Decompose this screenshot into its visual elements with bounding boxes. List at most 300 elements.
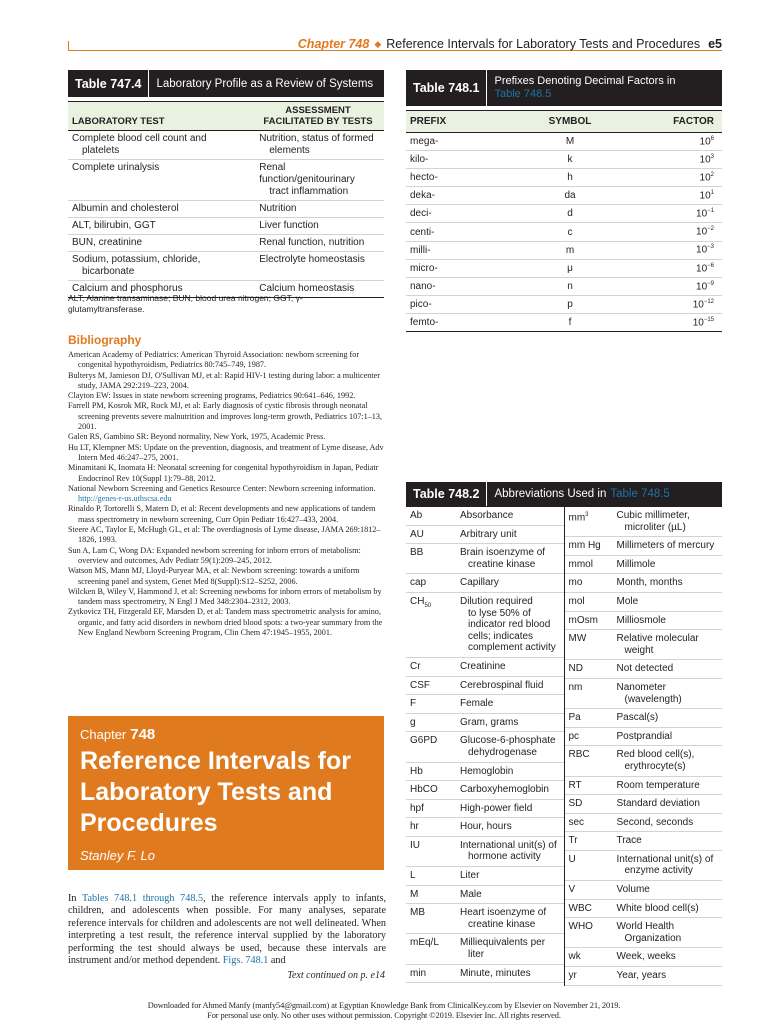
- table-title-bar: [406, 70, 722, 106]
- definition-line: liter: [468, 949, 485, 961]
- definition-cell: [458, 837, 564, 866]
- abbreviation-row: [565, 574, 723, 593]
- symbol-cell: da: [564, 190, 576, 202]
- factor-base: 10: [699, 172, 711, 184]
- factor-exponent: −15: [703, 316, 714, 323]
- abbreviation-cell: nm: [568, 681, 583, 693]
- definition-cell: [458, 904, 564, 933]
- download-footer: [0, 1001, 768, 1021]
- table-title: Prefixes Denoting Decimal Factors in Table 748.5: [494, 75, 676, 100]
- abbreviation-cell: Cr: [410, 660, 421, 672]
- table-row: [406, 260, 722, 278]
- definition-line: International unit(s) of: [460, 839, 557, 851]
- bibliography-entry: Wilcken B, Wiley V, Hammond J, et al: Screening newborns for inborn errors of metabolism by tandem mass spectrometry, N Engl J Med 348:2304–2312, 2003.: [68, 586, 382, 607]
- abbreviation-row: [565, 728, 723, 747]
- definition-line: cells; indicates: [468, 630, 534, 642]
- prefix-cell: centi-: [410, 226, 435, 238]
- definition-line: Male: [460, 888, 482, 900]
- abbreviation-cell: AU: [410, 528, 424, 540]
- bibliography-entry: Steere AC, Taylor E, McHugh GL, et al: The overdiagnosis of Lyme disease, JAMA 269:1812–1826, 1993.: [68, 525, 381, 545]
- definition-line: Cerebrospinal fluid: [460, 679, 544, 691]
- symbol-cell: c: [567, 226, 573, 238]
- abbreviation-row: [565, 556, 723, 575]
- abbreviation-row: [406, 886, 564, 905]
- definition-line: complement activity: [468, 642, 556, 654]
- definition-cell: [615, 832, 723, 850]
- abbreviation-row: [565, 948, 723, 967]
- bibliography-entry: Clayton EW: Issues in state newborn screening programs, Pediatrics 90:641–646, 1992.: [68, 391, 356, 401]
- abbreviation-cell: WHO: [568, 921, 593, 933]
- definition-line: creatine kinase: [468, 558, 536, 570]
- abbreviation-row: [565, 795, 723, 814]
- abbreviation-cell: IU: [410, 839, 420, 851]
- abbreviation-row: [565, 630, 723, 660]
- definition-line: Pascal(s): [616, 712, 659, 724]
- definition-cell: [615, 795, 723, 813]
- bibliography-entry: Farrell PM, Kosrok MR, Rock MJ, et al: Early diagnosis of cystic fibrosis through neonatal screening prevents severe malnutrition and improves long-term growth, Pediatrics 107:1–13, 2001.: [68, 401, 383, 432]
- abbreviation-cell: RBC: [568, 749, 590, 761]
- abbreviation-row: [565, 832, 723, 851]
- factor-cell: [620, 281, 722, 292]
- definition-line: Carboxyhemoglobin: [460, 784, 549, 796]
- assessment-line: Nutrition, status of formed: [259, 133, 374, 144]
- definition-line: High-power field: [460, 802, 533, 814]
- abbreviation-row: [406, 781, 564, 800]
- abbreviation-column-right: [565, 507, 723, 986]
- table-748-2: [406, 482, 722, 986]
- abbreviation-row: [565, 593, 723, 612]
- definition-line: Milliequivalents per: [460, 937, 546, 949]
- definition-cell: [615, 851, 723, 880]
- table-title: Abbreviations Used in Table 748.5: [494, 488, 670, 500]
- table-title: Laboratory Profile as a Review of Systems: [156, 77, 374, 90]
- prefix-cell: femto-: [410, 316, 439, 328]
- definition-line: creatine kinase: [468, 918, 536, 930]
- factor-cell: [620, 244, 722, 255]
- factor-cell: [620, 317, 722, 328]
- definition-line: (wavelength): [624, 693, 682, 705]
- abbreviation-cell: mEq/L: [410, 937, 439, 949]
- prefix-cell: kilo-: [410, 154, 429, 166]
- factor-cell: [620, 226, 722, 237]
- definition-cell: [458, 800, 564, 818]
- definition-cell: [615, 948, 723, 966]
- abbreviation-cell: ND: [568, 663, 583, 675]
- abbreviation-subscript: 50: [424, 602, 432, 609]
- definition-cell: [615, 881, 723, 899]
- table-row: [406, 223, 722, 241]
- abbreviation-row: [406, 695, 564, 714]
- lab-test-line: Complete urinalysis: [72, 162, 160, 173]
- chapter-title-box: [68, 716, 384, 870]
- symbol-cell: k: [567, 154, 573, 166]
- symbol-cell: d: [567, 208, 573, 220]
- table-row: [406, 314, 722, 332]
- abbreviation-row: [406, 934, 564, 964]
- factor-exponent: 3: [710, 153, 714, 160]
- lab-test-cell: [68, 218, 255, 234]
- abbreviation-cell: hpf: [410, 802, 424, 814]
- abbreviation-row: [565, 746, 723, 776]
- definition-line: Absorbance: [460, 510, 514, 521]
- definition-line: Nanometer: [616, 681, 666, 693]
- bibliography-entry: Rinaldo P, Tortorelli S, Matern D, et al: Recent developments and new applications of tandem mass spectrometry in newborn screening, Curr Opin Pediatr 16:427–433, 2004.: [68, 504, 376, 524]
- table-row: [68, 160, 384, 201]
- abbreviation-row: [406, 965, 564, 984]
- factor-base: 10: [692, 299, 704, 311]
- abbreviation-row: [406, 904, 564, 934]
- abbreviation-cell: Ab: [410, 510, 423, 521]
- abbreviation-cell: RT: [568, 779, 582, 791]
- definition-line: Red blood cell(s),: [616, 749, 695, 761]
- factor-cell: [620, 154, 722, 165]
- assessment-line: Liver function: [259, 220, 319, 231]
- abbreviation-cell: hr: [410, 821, 419, 833]
- chapter-label: Chapter 748: [80, 726, 156, 743]
- definition-line: Relative molecular: [616, 633, 699, 645]
- abbreviation-cell: MW: [568, 633, 587, 645]
- bibliography-list: [68, 350, 386, 638]
- definition-line: Postprandial: [616, 730, 673, 742]
- definition-line: Week, weeks: [616, 951, 676, 963]
- factor-base: 10: [699, 190, 711, 202]
- definition-line: Organization: [624, 932, 682, 944]
- prefix-cell: nano-: [410, 280, 436, 292]
- definition-cell: [615, 746, 723, 775]
- tables-link[interactable]: Tables 748.1 through 748.5: [82, 893, 204, 904]
- table-row: [406, 296, 722, 314]
- bibliography-entry: Bulterys M, Jamieson DJ, O'Sullivan MJ, et al: Rapid HIV-1 testing during labor: a multicenter study, JAMA 292:219–223, 2004.: [68, 370, 381, 390]
- table-row: [406, 205, 722, 223]
- definition-cell: [458, 867, 564, 885]
- table-row: [406, 169, 722, 187]
- abbreviation-cell: mo: [568, 577, 583, 589]
- prefix-cell: milli-: [410, 244, 431, 256]
- intro-paragraph: In Tables 748.1 through 748.5, the reference intervals apply to infants, children, and adolescents when possible. For many analyses, separate reference intervals for children and adolescents are not well delineated. When interpreting a test result, the reference interval supplied by the laboratory performing the test should always be used, because these intervals are instrument and/or method dependent. Figs. 748.1 and: [68, 893, 386, 967]
- factor-cell: [620, 208, 722, 219]
- assessment-line: elements: [269, 145, 310, 156]
- table-footnote: ALT, Alanine transaminase; BUN, blood urea nitrogen; GGT, γ-glutamyltransferase.: [68, 293, 303, 314]
- table-row: [406, 151, 722, 169]
- factor-exponent: −3: [707, 244, 714, 251]
- abbreviation-cell: L: [410, 870, 416, 882]
- abbreviation-row: [565, 679, 723, 709]
- chapter-title: Reference Intervals for Laboratory Tests and Procedures: [80, 747, 351, 837]
- lab-test-cell: [68, 201, 255, 217]
- definition-cell: [458, 544, 564, 573]
- definition-line: Capillary: [460, 577, 499, 589]
- factor-base: 10: [692, 317, 704, 329]
- abbreviation-row: [406, 714, 564, 733]
- definition-cell: [458, 818, 564, 836]
- definition-line: indicator red blood: [468, 619, 551, 631]
- abbreviation-row: [406, 867, 564, 886]
- continued-note: Text continued on p. e14: [287, 970, 385, 981]
- bibliography-link[interactable]: http://genes-r-us.uthscsa.edu: [78, 494, 172, 504]
- definition-line: Year, years: [616, 970, 667, 982]
- bibliography-entry: Sun A, Lam C, Wong DA: Expanded newborn screening for inborn errors of metabolism: overview and outcomes, Adv Pediatr 59(1):209–245, 2012.: [68, 545, 361, 565]
- factor-exponent: 6: [710, 135, 714, 142]
- factor-exponent: −12: [703, 298, 714, 305]
- table-number: Table 748.2: [406, 482, 487, 506]
- abbreviation-cell: mmol: [568, 558, 593, 570]
- definition-cell: [615, 728, 723, 746]
- figure-link[interactable]: Figs. 748.1: [222, 955, 269, 967]
- abbreviation-row: [406, 574, 564, 593]
- definition-line: erythrocyte(s): [624, 760, 686, 772]
- abbreviation-row: [406, 800, 564, 819]
- factor-cell: [620, 136, 722, 147]
- abbreviation-cell: cap: [410, 577, 427, 589]
- lab-test-cell: [68, 160, 255, 200]
- definition-cell: [615, 574, 723, 592]
- symbol-cell: h: [567, 172, 573, 184]
- definition-line: Not detected: [616, 663, 674, 675]
- definition-cell: [615, 918, 723, 947]
- lab-test-line: Calcium and phosphorus: [72, 283, 183, 294]
- definition-cell: [458, 781, 564, 799]
- lab-test-line: ALT, bilirubin, GGT: [72, 220, 156, 231]
- assessment-line: tract inflammation: [269, 186, 349, 197]
- definition-cell: [458, 965, 564, 983]
- factor-exponent: −6: [707, 262, 714, 269]
- definition-line: Volume: [616, 884, 650, 896]
- abbreviation-row: [406, 593, 564, 658]
- definition-line: Female: [460, 698, 494, 710]
- abbreviation-cell: mm Hg: [568, 540, 601, 552]
- abbreviation-row: [406, 507, 564, 526]
- definition-line: dehydrogenase: [468, 746, 537, 758]
- factor-base: 10: [696, 226, 708, 238]
- assessment-line: Calcium homeostasis: [259, 283, 355, 294]
- table-748-1: [406, 70, 722, 332]
- prefix-cell: hecto-: [410, 172, 438, 184]
- definition-cell: [458, 658, 564, 676]
- definition-cell: [458, 934, 564, 963]
- column-header-prefix: PREFIX: [410, 116, 447, 127]
- bibliography-entry: National Newborn Screening and Genetics Resource Center: Newborn screening information. http://genes-r-us.uthscsa.edu: [68, 483, 376, 504]
- definition-line: Standard deviation: [616, 798, 700, 810]
- abbreviation-cell: $CH_{50}$: [410, 595, 432, 609]
- running-header: [298, 37, 722, 51]
- table-row: [406, 187, 722, 205]
- definition-line: weight: [624, 644, 654, 656]
- abbreviation-cell: sec: [568, 816, 585, 828]
- abbreviation-cell: V: [568, 884, 576, 896]
- abbreviation-cell: yr: [568, 970, 577, 982]
- table-row: [68, 131, 384, 160]
- abbreviation-row: [565, 612, 723, 631]
- definition-cell: [615, 630, 723, 659]
- table-title-link[interactable]: Table 748.5: [610, 488, 670, 500]
- definition-line: to lyse 50% of: [468, 607, 531, 619]
- definition-line: Creatinine: [460, 660, 506, 672]
- abbreviation-cell: HbCO: [410, 784, 438, 796]
- factor-base: 10: [696, 262, 708, 274]
- definition-cell: [615, 814, 723, 832]
- definition-line: Hour, hours: [460, 821, 512, 833]
- factor-cell: [620, 172, 722, 183]
- abbreviation-cell: $mm^3$: [568, 512, 589, 524]
- definition-cell: [458, 677, 564, 695]
- definition-line: Room temperature: [616, 779, 700, 791]
- column-header-assessment: ASSESSMENT FACILITATED BY TESTS: [263, 105, 373, 127]
- abbreviation-column-left: [406, 507, 565, 986]
- definition-cell: [458, 732, 564, 761]
- table-number: Table 748.1: [406, 70, 487, 106]
- lab-test-line: platelets: [82, 145, 120, 156]
- column-header-test: LABORATORY TEST: [72, 116, 165, 127]
- definition-cell: [615, 537, 723, 555]
- factor-exponent: −9: [707, 280, 714, 287]
- lab-test-cell: [68, 235, 255, 251]
- bibliography-heading: Bibliography: [68, 333, 142, 347]
- symbol-cell: p: [567, 298, 573, 310]
- assessment-cell: [255, 252, 384, 280]
- definition-cell: [458, 695, 564, 713]
- definition-line: International unit(s) of: [616, 853, 714, 865]
- definition-cell: [458, 763, 564, 781]
- header-chapter: Chapter 748: [297, 37, 370, 51]
- abbreviation-cell: BB: [410, 547, 424, 559]
- definition-cell: [458, 714, 564, 732]
- definition-cell: [615, 593, 723, 611]
- abbreviation-cell: Tr: [568, 835, 578, 847]
- table-row: [406, 242, 722, 260]
- abbreviation-row: [565, 918, 723, 948]
- factor-cell: [620, 190, 722, 201]
- abbreviation-row: [565, 851, 723, 881]
- definition-cell: [615, 900, 723, 918]
- bibliography-entry: Minamitani K, Inomata H: Neonatal screening for congenital hypothyroidism in Japan, Pediatr Endocrinol Rev 10(Suppl 1):79–88, 2012.: [68, 463, 379, 483]
- definition-line: Cubic millimeter,: [616, 510, 690, 521]
- definition-line: Glucose-6-phosphate: [460, 735, 556, 747]
- abbreviation-row: [565, 967, 723, 986]
- assessment-cell: [255, 218, 384, 234]
- table-title-bar: [68, 70, 384, 97]
- abbreviation-row: [406, 837, 564, 867]
- abbreviation-cell: mOsm: [568, 614, 598, 626]
- lab-test-line: Sodium, potassium, chloride,: [72, 254, 201, 265]
- bibliography-entry: Hu LT, Klempner MS: Update on the prevention, diagnosis, and treatment of Lyme disease, Adv Intern Med 46:247–275, 2001.: [68, 442, 384, 462]
- definition-cell: [615, 679, 723, 708]
- assessment-line: Electrolyte homeostasis: [259, 254, 365, 265]
- definition-cell: [458, 526, 564, 544]
- abbreviation-row: [565, 507, 723, 537]
- column-header-symbol: SYMBOL: [548, 116, 592, 127]
- abbreviation-cell: CSF: [410, 679, 430, 691]
- abbreviation-cell: WBC: [568, 902, 592, 914]
- abbreviation-cell: G6PD: [410, 735, 438, 747]
- definition-cell: [458, 593, 564, 657]
- bibliography-entry: Zytkovicz TH, Fitzgerald EF, Marsden D, et al: Tandem mass spectrometric analysis for amino, organic, and fatty acid disorders in newborn dried blood spots: a two-year summary from the New England Newborn Screening Program, Clin Chem 47:1945–1955, 2001.: [68, 607, 383, 638]
- definition-line: Liter: [460, 870, 480, 882]
- table-title-link[interactable]: Table 748.5: [494, 88, 552, 100]
- definition-cell: [615, 777, 723, 795]
- table-title-bar: [406, 482, 722, 506]
- symbol-cell: m: [565, 244, 575, 256]
- factor-base: 10: [696, 244, 708, 256]
- definition-line: Millimole: [616, 558, 656, 570]
- abbreviation-row: [406, 677, 564, 696]
- table-747-4: [68, 70, 384, 298]
- abbreviation-cell: U: [568, 853, 576, 865]
- definition-line: White blood cell(s): [616, 902, 699, 914]
- factor-exponent: −2: [707, 226, 714, 233]
- page-number: e5: [708, 37, 722, 51]
- assessment-cell: [255, 160, 384, 200]
- prefix-cell: mega-: [410, 136, 439, 148]
- abbreviation-cell: mol: [568, 595, 585, 607]
- definition-cell: [458, 507, 564, 525]
- definition-cell: [458, 886, 564, 904]
- factor-exponent: 2: [710, 172, 714, 179]
- abbreviation-cell: SD: [568, 798, 583, 810]
- definition-cell: [615, 556, 723, 574]
- definition-cell: [458, 574, 564, 592]
- definition-line: Dilution required: [460, 595, 533, 607]
- table-number: Table 747.4: [68, 70, 149, 97]
- definition-line: Second, seconds: [616, 816, 694, 828]
- abbreviation-row: [565, 814, 723, 833]
- assessment-cell: [255, 131, 384, 159]
- definition-line: hormone activity: [468, 851, 541, 863]
- abbreviation-row: [565, 709, 723, 728]
- definition-line: enzyme activity: [624, 865, 693, 877]
- lab-test-line: bicarbonate: [82, 266, 135, 277]
- prefix-cell: deci-: [410, 208, 432, 220]
- table-header-row: [68, 101, 384, 131]
- abbreviation-cell: g: [410, 716, 416, 728]
- factor-cell: [620, 263, 722, 274]
- table-row: [68, 235, 384, 252]
- bibliography-entry: Galen RS, Gambino SR: Beyond normality, New York, 1975, Academic Press.: [68, 432, 326, 442]
- header-title: Reference Intervals for Laboratory Tests and Procedures: [386, 37, 701, 51]
- bibliography-entry: Watson MS, Mann MJ, Lloyd-Puryear MA, et al: Newborn screening: towards a uniform screening panel and system, Genet Med 8(Suppl):S12–S252, 2006.: [68, 566, 360, 586]
- definition-line: Heart isoenzyme of: [460, 907, 547, 919]
- definition-line: Arbitrary unit: [460, 528, 517, 540]
- diamond-icon: ◆: [374, 39, 382, 49]
- abbreviation-cell: Pa: [568, 712, 581, 724]
- table-header-row: [406, 110, 722, 133]
- prefix-cell: micro-: [410, 262, 438, 274]
- column-header-factor: FACTOR: [673, 116, 714, 127]
- lab-test-cell: [68, 131, 255, 159]
- lab-test-cell: [68, 252, 255, 280]
- assessment-line: Renal function/genitourinary: [259, 162, 355, 185]
- definition-line: Milliosmole: [616, 614, 666, 626]
- abbreviation-cell: M: [410, 888, 419, 900]
- bibliography-entry: American Academy of Pediatrics: American Thyroid Association: newborn screening for congenital hypothyroidism, Pediatrics 80:745–749, 1987.: [68, 350, 360, 370]
- factor-base: 10: [699, 136, 711, 148]
- symbol-cell: f: [568, 316, 572, 328]
- abbreviation-row: [565, 777, 723, 796]
- abbreviation-row: [565, 881, 723, 900]
- symbol-cell: n: [567, 280, 573, 292]
- footer-line-1: Downloaded for Ahmed Manfy (manfy54@gmail.com) at Egyptian Knowledge Bank from ClinicalKey.com by Elsevier on November 21, 2019.: [147, 1001, 621, 1010]
- abbreviation-row: [406, 763, 564, 782]
- assessment-line: Renal function, nutrition: [259, 237, 365, 248]
- abbreviation-cell: F: [410, 698, 417, 710]
- factor-base: 10: [696, 280, 708, 292]
- definition-line: Gram, grams: [460, 716, 519, 728]
- footer-line-2: For personal use only. No other uses without permission. Copyright ©2019. Elsevier Inc. All rights reserved.: [207, 1011, 561, 1020]
- abbreviation-row: [565, 900, 723, 919]
- abbreviation-row: [406, 732, 564, 762]
- symbol-cell: M: [565, 136, 575, 148]
- assessment-line: Nutrition: [259, 203, 297, 214]
- abbreviation-columns: [406, 506, 722, 986]
